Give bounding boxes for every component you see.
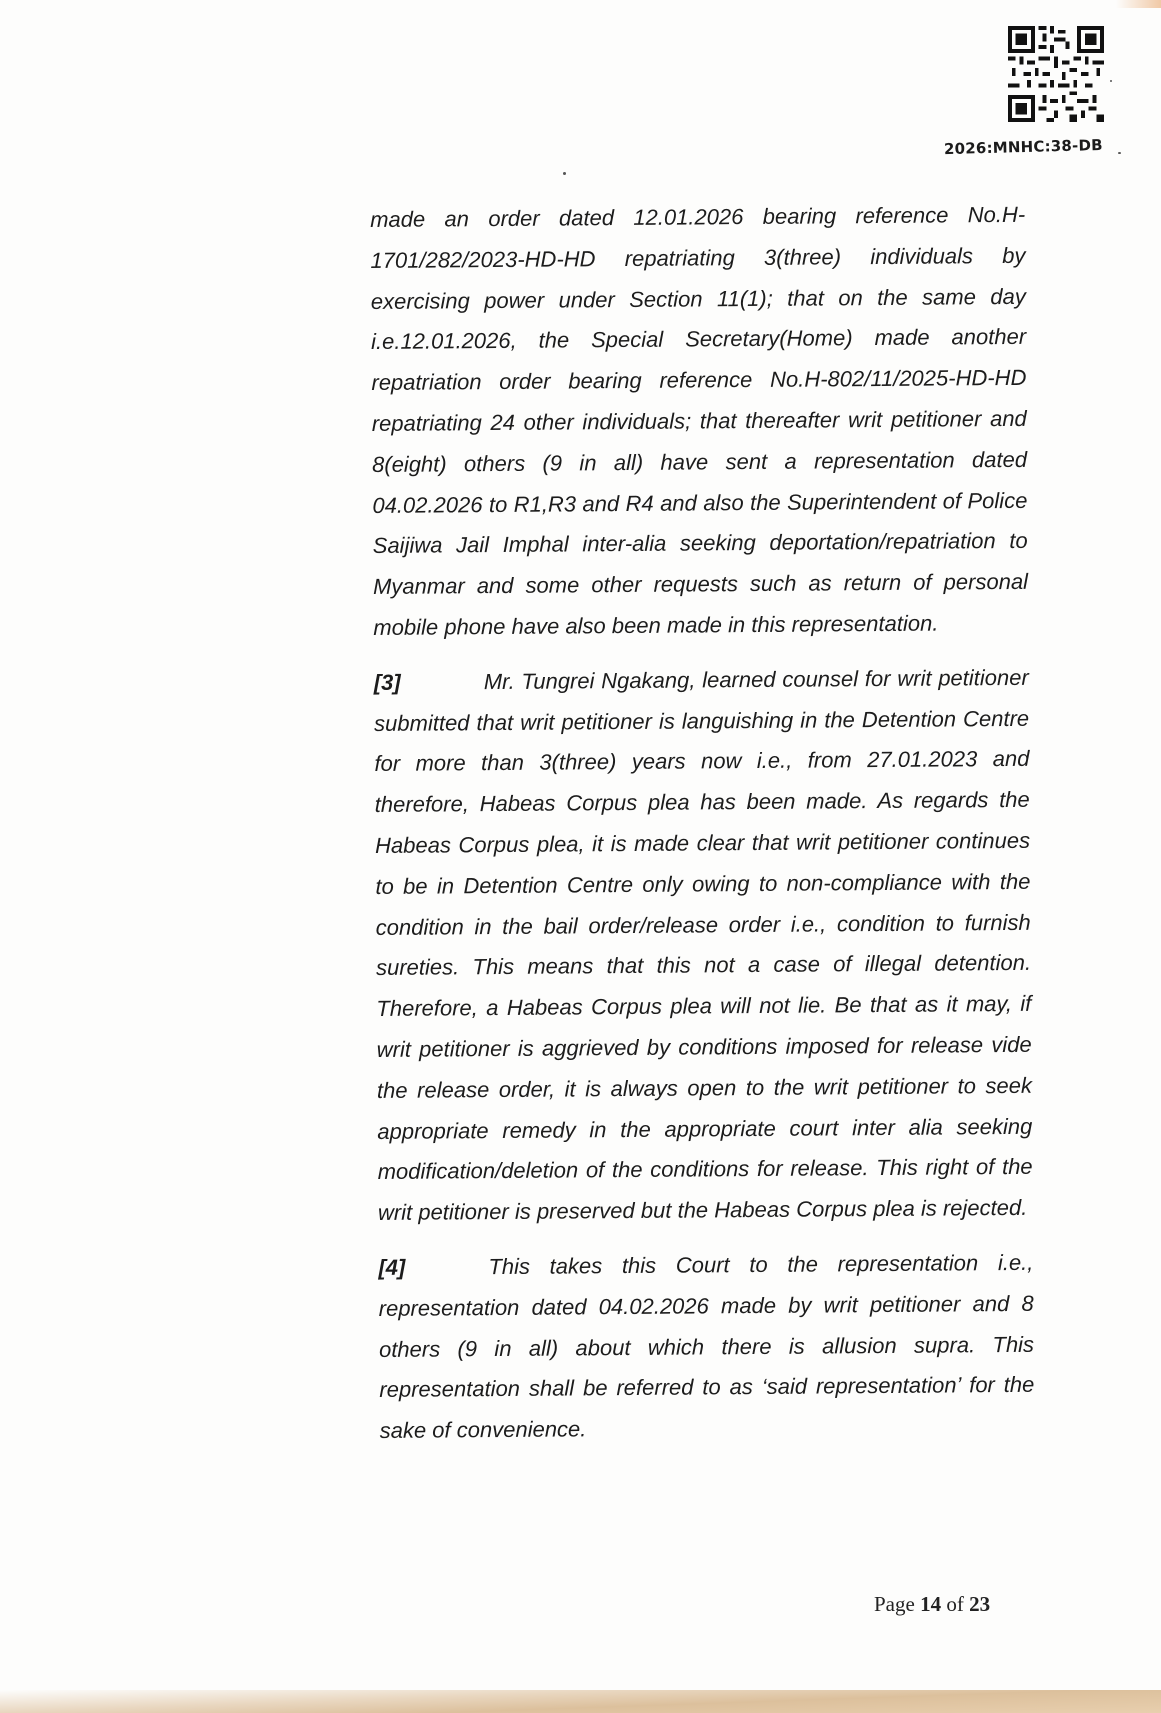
page-of: of xyxy=(946,1592,964,1616)
page-edge-stain xyxy=(1116,0,1161,8)
page-total: 23 xyxy=(969,1592,991,1616)
paragraph-number: [4] xyxy=(378,1254,406,1280)
scan-speck xyxy=(1110,80,1112,82)
page-bottom-edge xyxy=(0,1690,1161,1713)
qr-code-icon xyxy=(1008,26,1104,122)
page-current: 14 xyxy=(920,1592,942,1616)
paragraph-number: [3] xyxy=(373,669,401,695)
paragraph-4 xyxy=(378,1243,1035,1452)
neutral-citation: 2026:MNHC:38-DB xyxy=(943,135,1103,159)
paragraph-text: This takes this Court to the representation i.e., representation dated 04.02.2026 made by writ petitioner and 8 others (9 in all) about which there is allusion supra. This representation shall be referred to as ‘said representation’ for the sake of convenience. xyxy=(378,1249,1035,1444)
page-number xyxy=(874,1592,990,1617)
page-prefix: Page xyxy=(874,1592,915,1616)
scan-speck xyxy=(563,172,566,175)
paragraph-continued: made an order dated 12.01.2026 bearing reference No.H-1701/282/2023-HD-HD repatriating 3(three) individuals by exercising power under Section 11(1); that on the same day i.e.12.01.2026, the Special Secretary(Home) made another repatriation order bearing reference No.H-802/11/2025-HD-HD repatriating 24 other individuals; that thereafter writ petitioner and 8(eight) others (9 in all) have sent a representation dated 04.02.2026 to R1,R3 and R4 and also the Superintendent of Police Saijiwa Jail Imphal inter-alia seeking deportation/repatriation to Myanmar and some other requests such as return of personal mobile phone have also been made in this representation. xyxy=(370,201,1029,640)
paragraph-3 xyxy=(374,658,1033,1234)
judgment-body xyxy=(370,195,1035,1452)
paragraph-text: Mr. Tungrei Ngakang, learned counsel for writ petitioner submitted that writ petitioner is languishing in the Detention Centre for more than 3(three) years now i.e., from 27.01.2023 and therefore, Habeas Corpus plea has been made. As regards the Habeas Corpus plea, it is made clear that writ petitioner continues to be in Detention Centre only owing to non-compliance with the condition in the bail order/release order i.e., condition to furnish sureties. This means that this not a case of illegal detention. Therefore, a Habeas Corpus plea will not lie. Be that as it may, if writ petitioner is aggrieved by conditions imposed for release vide the release order, it is always open to the writ petitioner to seek appropriate remedy in the appropriate court inter alia seeking modification/deletion of the conditions for release. This right of the writ petitioner is preserved but the Habeas Corpus plea is rejected. xyxy=(374,664,1033,1226)
scan-speck xyxy=(1118,152,1121,154)
